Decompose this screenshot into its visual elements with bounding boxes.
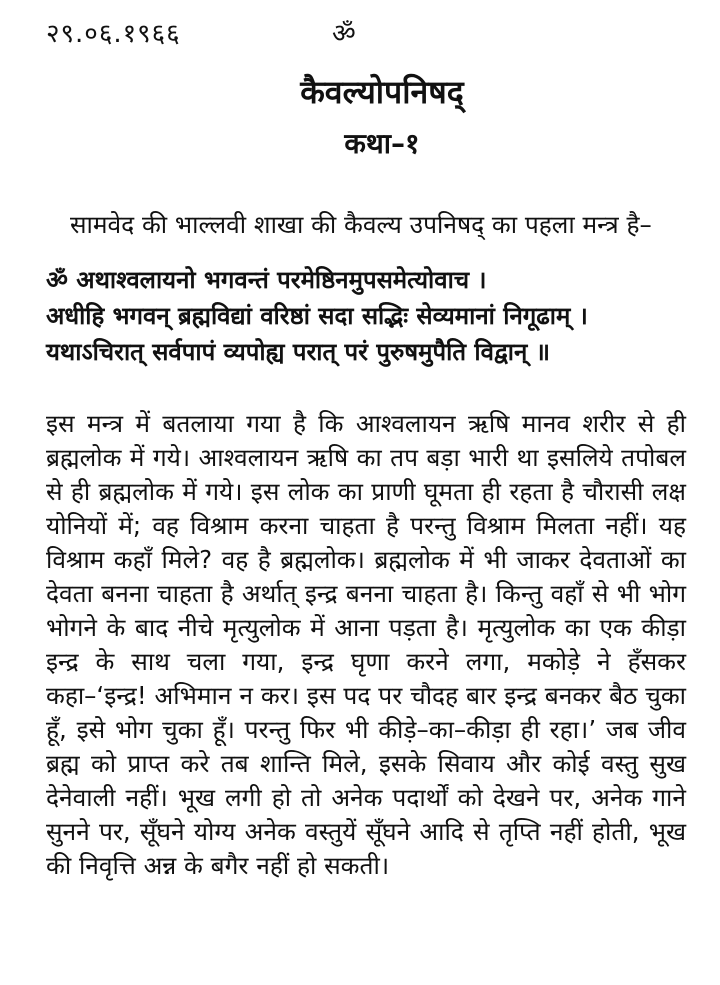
page-subtitle-text: कथा–१ bbox=[344, 127, 420, 160]
page-header bbox=[0, 8, 720, 48]
page-title-text: कैवल्योपनिषद् bbox=[300, 73, 464, 111]
om-symbol: ॐ bbox=[332, 19, 356, 49]
mantra-line: यथाऽचिरात् सर्वपापं व्यपोह्य परात् परं पुरुषमुपैति विद्वान् ॥ bbox=[46, 338, 551, 366]
mantra-line: ॐ अथाश्वलायनो भगवन्तं परमेष्ठिनमुपसमेत्योवाच । bbox=[46, 266, 487, 294]
page-title bbox=[0, 70, 720, 113]
mantra-block bbox=[46, 262, 696, 370]
body-paragraph: इस मन्त्र में बतलाया गया है कि आश्वलायन ऋषि मानव शरीर से ही ब्रह्मलोक में गये। आश्वलायन ऋषि का तप बड़ा भारी था इसलिये तपोबल से ही ब्रह्मलोक में गये। इस लोक का प्राणी घूमता ही रहता है चौरासी लक्ष योनियों में; वह विश्राम करना चाहता है परन्तु विश्राम मिलता नहीं। यह विश्राम कहाँ मिले? वह है ब्रह्मलोक। ब्रह्मलोक में भी जाकर देवताओं का देवता बनना चाहता है अर्थात् इन्द्र बनना चाहता है। किन्तु वहाँ से भी भोग भोगने के बाद नीचे मृत्युलोक में आना पड़ता है। मृत्युलोक का एक कीड़ा इन्द्र के साथ चला गया, इन्द्र घृणा करने लगा, मकोड़े ने हँसकर कहा–‘इन्द्र! अभिमान न कर। इस पद पर चौदह बार इन्द्र बनकर बैठ चुका हूँ, इसे भोग चुका हूँ। परन्तु फिर भी कीड़े–का–कीड़ा ही रहा।’ जब जीव ब्रह्म को प्राप्त करे तब शान्ति मिले, इसके सिवाय और कोई वस्तु सुख देनेवाली नहीं। भूख लगी हो तो अनेक पदार्थों को देखने पर, अनेक गाने सुनने पर, सूँघने योग्य अनेक वस्तुयें सूँघने आदि से तृप्ति नहीं होती, भूख की निवृत्ति अन्न के बगैर नहीं हो सकती। bbox=[46, 408, 686, 880]
date: २९.०६.१९६६ bbox=[46, 19, 181, 49]
mantra-line: अधीहि भगवन् ब्रह्मविद्यां वरिष्ठां सदा सद्भिः सेव्यमानां निगूढाम् । bbox=[46, 302, 588, 330]
page-subtitle bbox=[0, 124, 720, 162]
intro-paragraph: सामवेद की भाल्लवी शाखा की कैवल्य उपनिषद् का पहला मन्त्र है– bbox=[70, 209, 652, 239]
